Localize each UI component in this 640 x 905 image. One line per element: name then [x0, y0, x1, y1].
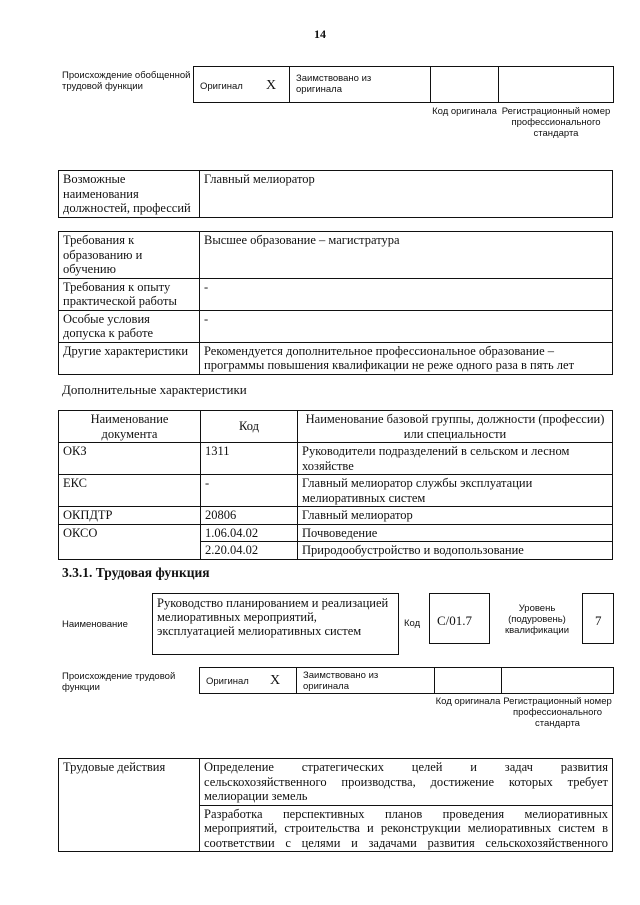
req-label: Другие характеристики [59, 342, 200, 374]
name-label: Наименование [62, 619, 128, 630]
original-mark: X [266, 78, 277, 93]
req-label: Требования к образованию и обучению [59, 232, 200, 279]
borrowed-cell [289, 66, 431, 103]
cell-doc: ОКПДТР [59, 507, 201, 525]
positions-label: Возможные наименования должностей, профессий [59, 171, 200, 218]
table-row [59, 524, 613, 542]
code-label: Код [404, 618, 421, 629]
origin-label: Происхождение обобщенной трудовой функции [62, 70, 191, 92]
action-item: Определение стратегических целей и задач развития сельскохозяйственного производства, достижение которых требует мелиорации земель [200, 759, 613, 806]
function-code: C/01.7 [437, 613, 473, 628]
cell-doc: ОКЗ [59, 443, 201, 475]
col-header: Код [201, 411, 298, 443]
action-item: Разработка перспективных планов проведения мелиоративных мероприятий, строительства и реконструкции мелиоративных систем в соответствии с целями и задачами развития сельскохозяйственного [200, 805, 613, 852]
original-mark: X [270, 673, 281, 688]
code-cell [434, 667, 502, 694]
level-value: 7 [595, 613, 602, 628]
original-label: Оригинал [206, 676, 249, 687]
cell-name: Почвоведение [298, 524, 613, 542]
req-value: Высшее образование – магистратура [200, 232, 613, 279]
function-name-box [152, 593, 399, 655]
borrowed-label: Заимствовано из оригинала [303, 670, 379, 692]
page-number: 14 [314, 27, 326, 41]
code-original-label: Код оригинала [432, 106, 497, 117]
reg-number-label: Регистрационный номер профессионального стандарта [503, 696, 612, 729]
level-box [582, 593, 614, 644]
reg-number-label: Регистрационный номер профессионального стандарта [501, 106, 611, 139]
cell-name: Руководители подразделений в сельском и лесном хозяйстве [298, 443, 613, 475]
cell-doc: ЕКС [59, 475, 201, 507]
function-heading: 3.3.1. Трудовая функция [62, 565, 210, 580]
cell-doc: ОКСО [59, 524, 201, 559]
original-label: Оригинал [200, 81, 243, 92]
cell-code: 2.20.04.02 [201, 542, 298, 560]
cell-name: Главный мелиоратор [298, 507, 613, 525]
cell-code: 1311 [201, 443, 298, 475]
original-cell [193, 66, 290, 103]
origin-label: Происхождение трудовой функции [62, 671, 176, 693]
cell-name: Главный мелиоратор службы эксплуатации мелиоративных систем [298, 475, 613, 507]
req-label: Требования к опыту практической работы [59, 278, 200, 310]
cell-code: - [201, 475, 298, 507]
code-original-label: Код оригинала [435, 696, 501, 707]
req-label: Особые условия допуска к работе [59, 310, 200, 342]
positions-table [58, 170, 613, 218]
reg-cell [498, 66, 614, 103]
cell-code: 20806 [201, 507, 298, 525]
table-row [59, 475, 613, 507]
table-row [59, 507, 613, 525]
table-row [59, 443, 613, 475]
additional-title: Дополнительные характеристики [62, 382, 247, 397]
reg-cell [501, 667, 614, 694]
borrowed-label: Заимствовано из оригинала [296, 73, 372, 95]
borrowed-cell [296, 667, 435, 694]
req-value: Рекомендуется дополнительное профессиональное образование – программы повышения квалификации не реже одного раза в пять лет [200, 342, 613, 374]
col-header: Наименование базовой группы, должности (профессии) или специальности [298, 411, 613, 443]
function-name: Руководство планированием и реализацией мелиоративных мероприятий, эксплуатацией мелиоративных систем [157, 596, 389, 638]
cell-name: Природообустройство и водопользование [298, 542, 613, 560]
col-header: Наименование документа [59, 411, 201, 443]
level-label: Уровень (подуровень) квалификации [504, 603, 570, 636]
cell-code: 1.06.04.02 [201, 524, 298, 542]
additional-table [58, 410, 613, 560]
positions-value: Главный мелиоратор [200, 171, 613, 218]
actions-table [58, 758, 613, 852]
code-box [429, 593, 490, 644]
req-value: - [200, 310, 613, 342]
requirements-table [58, 231, 613, 375]
actions-label: Трудовые действия [59, 759, 200, 852]
original-cell [199, 667, 297, 694]
req-value: - [200, 278, 613, 310]
code-cell [430, 66, 499, 103]
